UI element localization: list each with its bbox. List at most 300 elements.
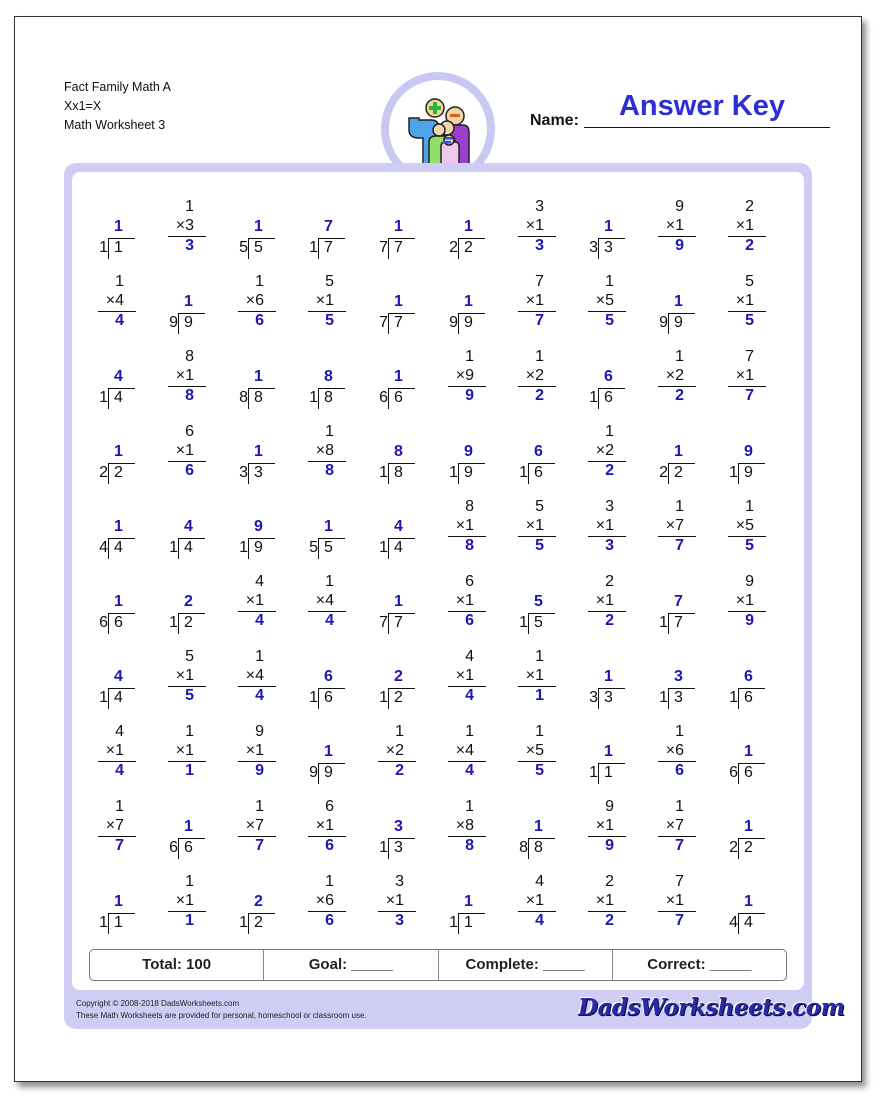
divisor: 1 bbox=[99, 689, 108, 706]
quotient-answer: 1 bbox=[114, 443, 123, 460]
dividend: 9 bbox=[324, 764, 333, 781]
factor-multiplier: ×1 bbox=[665, 217, 684, 234]
factor-top: 7 bbox=[745, 348, 754, 365]
factor-multiplier: ×1 bbox=[175, 667, 194, 684]
multiplication-problem bbox=[716, 198, 776, 258]
multiplication-problem bbox=[576, 873, 636, 933]
factor-multiplier: ×1 bbox=[595, 517, 614, 534]
quotient-answer: 2 bbox=[184, 593, 193, 610]
multiplication-problem bbox=[436, 648, 496, 708]
factor-multiplier: ×1 bbox=[315, 817, 334, 834]
quotient-answer: 1 bbox=[464, 293, 473, 310]
multiplication-problem bbox=[716, 273, 776, 333]
quotient-answer: 1 bbox=[114, 518, 123, 535]
multiplication-problem bbox=[646, 723, 706, 783]
factor-multiplier: ×1 bbox=[455, 517, 474, 534]
dividend: 2 bbox=[114, 464, 123, 481]
multiplication-problem bbox=[436, 798, 496, 858]
divisor: 1 bbox=[99, 239, 108, 256]
product-answer: 9 bbox=[465, 387, 474, 404]
quotient-answer: 2 bbox=[254, 893, 263, 910]
factor-multiplier: ×4 bbox=[105, 292, 124, 309]
factor-multiplier: ×8 bbox=[315, 442, 334, 459]
product-answer: 5 bbox=[535, 537, 544, 554]
product-answer: 8 bbox=[325, 462, 334, 479]
dividend: 5 bbox=[254, 239, 263, 256]
quotient-answer: 6 bbox=[534, 443, 543, 460]
division-problem bbox=[226, 498, 286, 558]
divisor: 1 bbox=[519, 614, 528, 631]
product-answer: 5 bbox=[535, 762, 544, 779]
division-problem bbox=[716, 423, 776, 483]
divisor: 9 bbox=[449, 314, 458, 331]
factor-top: 6 bbox=[185, 423, 194, 440]
quotient-answer: 1 bbox=[394, 218, 403, 235]
copyright-notice bbox=[76, 998, 367, 1022]
multiplication-problem bbox=[506, 198, 566, 258]
multiplication-problem bbox=[646, 198, 706, 258]
factor-top: 1 bbox=[115, 798, 124, 815]
quotient-answer: 1 bbox=[254, 218, 263, 235]
division-problem bbox=[156, 573, 216, 633]
division-problem bbox=[296, 723, 356, 783]
dividend: 6 bbox=[744, 689, 753, 706]
factor-top: 8 bbox=[465, 498, 474, 515]
division-problem bbox=[366, 498, 426, 558]
quotient-answer: 1 bbox=[184, 293, 193, 310]
copyright-text: Copyright © 2008-2018 DadsWorksheets.com bbox=[76, 999, 240, 1008]
product-answer: 3 bbox=[395, 912, 404, 929]
product-answer: 6 bbox=[255, 312, 264, 329]
factor-multiplier: ×1 bbox=[175, 892, 194, 909]
quotient-answer: 5 bbox=[534, 593, 543, 610]
division-problem bbox=[296, 348, 356, 408]
dividend: 6 bbox=[744, 764, 753, 781]
division-problem bbox=[646, 273, 706, 333]
multiplication-problem bbox=[226, 273, 286, 333]
product-answer: 9 bbox=[605, 837, 614, 854]
dividend: 9 bbox=[184, 314, 193, 331]
division-problem bbox=[436, 423, 496, 483]
worksheet-title: Fact Family Math A bbox=[64, 80, 171, 94]
division-problem bbox=[226, 198, 286, 258]
dividend: 4 bbox=[394, 539, 403, 556]
division-problem bbox=[366, 348, 426, 408]
product-answer: 6 bbox=[325, 837, 334, 854]
factor-multiplier: ×1 bbox=[315, 292, 334, 309]
factor-top: 1 bbox=[465, 798, 474, 815]
multiplication-problem bbox=[716, 348, 776, 408]
factor-top: 1 bbox=[535, 723, 544, 740]
multiplication-problem bbox=[366, 873, 426, 933]
quotient-answer: 4 bbox=[394, 518, 403, 535]
quotient-answer: 3 bbox=[674, 668, 683, 685]
quotient-answer: 4 bbox=[184, 518, 193, 535]
dividend: 9 bbox=[674, 314, 683, 331]
divisor: 4 bbox=[99, 539, 108, 556]
multiplication-problem bbox=[156, 423, 216, 483]
multiplication-problem bbox=[296, 573, 356, 633]
division-problem bbox=[156, 273, 216, 333]
factor-multiplier: ×1 bbox=[525, 517, 544, 534]
factor-top: 1 bbox=[325, 423, 334, 440]
division-problem bbox=[506, 573, 566, 633]
quotient-answer: 1 bbox=[464, 893, 473, 910]
factor-multiplier: ×1 bbox=[455, 667, 474, 684]
factor-multiplier: ×4 bbox=[315, 592, 334, 609]
factor-top: 4 bbox=[465, 648, 474, 665]
division-problem bbox=[86, 873, 146, 933]
division-problem bbox=[86, 498, 146, 558]
dividend: 7 bbox=[394, 239, 403, 256]
divisor: 1 bbox=[659, 689, 668, 706]
quotient-answer: 1 bbox=[114, 593, 123, 610]
divisor: 1 bbox=[169, 539, 178, 556]
divisor: 3 bbox=[589, 689, 598, 706]
factor-multiplier: ×1 bbox=[245, 592, 264, 609]
product-answer: 9 bbox=[255, 762, 264, 779]
dividend: 8 bbox=[394, 464, 403, 481]
division-problem bbox=[716, 798, 776, 858]
division-problem bbox=[86, 348, 146, 408]
factor-top: 4 bbox=[115, 723, 124, 740]
divisor: 2 bbox=[99, 464, 108, 481]
quotient-answer: 1 bbox=[744, 893, 753, 910]
product-answer: 3 bbox=[535, 237, 544, 254]
dividend: 3 bbox=[604, 239, 613, 256]
product-answer: 8 bbox=[465, 537, 474, 554]
division-problem bbox=[86, 573, 146, 633]
division-problem bbox=[576, 198, 636, 258]
factor-top: 1 bbox=[675, 723, 684, 740]
factor-top: 6 bbox=[465, 573, 474, 590]
factor-multiplier: ×1 bbox=[105, 742, 124, 759]
product-answer: 9 bbox=[675, 237, 684, 254]
product-answer: 3 bbox=[185, 237, 194, 254]
multiplication-problem bbox=[506, 648, 566, 708]
division-problem bbox=[226, 348, 286, 408]
quotient-answer: 1 bbox=[534, 818, 543, 835]
factor-top: 1 bbox=[255, 798, 264, 815]
division-problem bbox=[576, 348, 636, 408]
quotient-answer: 1 bbox=[604, 743, 613, 760]
quotient-answer: 3 bbox=[394, 818, 403, 835]
quotient-answer: 2 bbox=[394, 668, 403, 685]
division-problem bbox=[646, 648, 706, 708]
divisor: 5 bbox=[309, 539, 318, 556]
factor-multiplier: ×5 bbox=[525, 742, 544, 759]
multiplication-problem bbox=[646, 798, 706, 858]
divisor: 1 bbox=[589, 764, 598, 781]
divisor: 9 bbox=[309, 764, 318, 781]
factor-multiplier: ×1 bbox=[595, 817, 614, 834]
dividend: 3 bbox=[674, 689, 683, 706]
product-answer: 4 bbox=[535, 912, 544, 929]
dividend: 8 bbox=[534, 839, 543, 856]
division-problem bbox=[646, 573, 706, 633]
multiplication-problem bbox=[506, 348, 566, 408]
factor-top: 8 bbox=[185, 348, 194, 365]
product-answer: 2 bbox=[605, 912, 614, 929]
factor-top: 1 bbox=[465, 348, 474, 365]
multiplication-problem bbox=[366, 723, 426, 783]
factor-multiplier: ×6 bbox=[315, 892, 334, 909]
multiplication-problem bbox=[156, 723, 216, 783]
dividend: 7 bbox=[324, 239, 333, 256]
divisor: 1 bbox=[589, 389, 598, 406]
factor-top: 1 bbox=[675, 798, 684, 815]
quotient-answer: 1 bbox=[114, 893, 123, 910]
dividend: 7 bbox=[394, 614, 403, 631]
dividend: 8 bbox=[254, 389, 263, 406]
factor-top: 9 bbox=[255, 723, 264, 740]
multiplication-problem bbox=[506, 723, 566, 783]
factor-multiplier: ×1 bbox=[525, 217, 544, 234]
dividend: 9 bbox=[464, 464, 473, 481]
dividend: 9 bbox=[744, 464, 753, 481]
divisor: 6 bbox=[379, 389, 388, 406]
quotient-answer: 1 bbox=[394, 368, 403, 385]
quotient-answer: 1 bbox=[254, 443, 263, 460]
product-answer: 1 bbox=[185, 912, 194, 929]
factor-multiplier: ×9 bbox=[455, 367, 474, 384]
divisor: 1 bbox=[379, 839, 388, 856]
product-answer: 7 bbox=[745, 387, 754, 404]
factor-top: 7 bbox=[535, 273, 544, 290]
factor-top: 7 bbox=[675, 873, 684, 890]
usage-notice: These Math Worksheets are provided for personal, homeschool or classroom use. bbox=[76, 1011, 367, 1020]
multiplication-problem bbox=[156, 648, 216, 708]
divisor: 1 bbox=[449, 914, 458, 931]
divisor: 1 bbox=[379, 464, 388, 481]
product-answer: 7 bbox=[675, 537, 684, 554]
factor-multiplier: ×2 bbox=[665, 367, 684, 384]
dividend: 5 bbox=[534, 614, 543, 631]
factor-top: 1 bbox=[255, 648, 264, 665]
multiplication-problem bbox=[156, 873, 216, 933]
divisor: 1 bbox=[99, 914, 108, 931]
factor-top: 1 bbox=[185, 723, 194, 740]
product-answer: 6 bbox=[185, 462, 194, 479]
factor-top: 1 bbox=[535, 348, 544, 365]
factor-top: 2 bbox=[605, 873, 614, 890]
factor-multiplier: ×1 bbox=[735, 367, 754, 384]
division-problem bbox=[506, 798, 566, 858]
dividend: 4 bbox=[114, 389, 123, 406]
product-answer: 1 bbox=[535, 687, 544, 704]
product-answer: 2 bbox=[745, 237, 754, 254]
product-answer: 2 bbox=[605, 612, 614, 629]
division-problem bbox=[366, 198, 426, 258]
product-answer: 3 bbox=[605, 537, 614, 554]
product-answer: 7 bbox=[115, 837, 124, 854]
multiplication-problem bbox=[646, 873, 706, 933]
dividend: 4 bbox=[744, 914, 753, 931]
dividend: 8 bbox=[324, 389, 333, 406]
dividend: 2 bbox=[464, 239, 473, 256]
divisor: 3 bbox=[239, 464, 248, 481]
multiplication-problem bbox=[506, 273, 566, 333]
divisor: 1 bbox=[449, 464, 458, 481]
factor-multiplier: ×1 bbox=[245, 742, 264, 759]
division-problem bbox=[366, 573, 426, 633]
factor-multiplier: ×1 bbox=[525, 667, 544, 684]
product-answer: 4 bbox=[465, 687, 474, 704]
multiplication-problem bbox=[86, 723, 146, 783]
factor-top: 5 bbox=[535, 498, 544, 515]
factor-multiplier: ×5 bbox=[735, 517, 754, 534]
factor-multiplier: ×3 bbox=[175, 217, 194, 234]
product-answer: 8 bbox=[185, 387, 194, 404]
total-count: Total: 100 bbox=[90, 950, 264, 980]
product-answer: 4 bbox=[255, 687, 264, 704]
division-problem bbox=[366, 798, 426, 858]
multiplication-problem bbox=[506, 873, 566, 933]
dividend: 6 bbox=[324, 689, 333, 706]
factor-top: 5 bbox=[745, 273, 754, 290]
multiplication-problem bbox=[86, 798, 146, 858]
factor-multiplier: ×1 bbox=[735, 592, 754, 609]
divisor: 3 bbox=[589, 239, 598, 256]
divisor: 1 bbox=[99, 389, 108, 406]
factor-multiplier: ×2 bbox=[385, 742, 404, 759]
dividend: 6 bbox=[184, 839, 193, 856]
factor-multiplier: ×4 bbox=[245, 667, 264, 684]
multiplication-problem bbox=[156, 198, 216, 258]
product-answer: 1 bbox=[185, 762, 194, 779]
quotient-answer: 6 bbox=[744, 668, 753, 685]
quotient-answer: 6 bbox=[604, 368, 613, 385]
name-line bbox=[584, 127, 830, 128]
multiplication-problem bbox=[436, 498, 496, 558]
divisor: 2 bbox=[659, 464, 668, 481]
dividend: 2 bbox=[744, 839, 753, 856]
factor-top: 6 bbox=[325, 798, 334, 815]
division-problem bbox=[576, 648, 636, 708]
multiplication-problem bbox=[226, 573, 286, 633]
factor-multiplier: ×5 bbox=[595, 292, 614, 309]
quotient-answer: 1 bbox=[394, 593, 403, 610]
product-answer: 2 bbox=[675, 387, 684, 404]
dividend: 1 bbox=[604, 764, 613, 781]
quotient-answer: 1 bbox=[744, 743, 753, 760]
quotient-answer: 1 bbox=[184, 818, 193, 835]
quotient-answer: 1 bbox=[744, 818, 753, 835]
product-answer: 8 bbox=[465, 837, 474, 854]
dividend: 6 bbox=[394, 389, 403, 406]
factor-top: 5 bbox=[185, 648, 194, 665]
product-answer: 6 bbox=[675, 762, 684, 779]
score-summary bbox=[89, 949, 787, 981]
divisor: 9 bbox=[659, 314, 668, 331]
multiplication-problem bbox=[576, 273, 636, 333]
multiplication-problem bbox=[646, 498, 706, 558]
divisor: 1 bbox=[729, 689, 738, 706]
dividend: 6 bbox=[114, 614, 123, 631]
product-answer: 4 bbox=[115, 312, 124, 329]
division-problem bbox=[436, 873, 496, 933]
product-answer: 5 bbox=[185, 687, 194, 704]
division-problem bbox=[226, 873, 286, 933]
divisor: 1 bbox=[309, 239, 318, 256]
factor-top: 5 bbox=[325, 273, 334, 290]
multiplication-problem bbox=[296, 273, 356, 333]
dividend: 3 bbox=[394, 839, 403, 856]
multiplication-problem bbox=[576, 573, 636, 633]
product-answer: 7 bbox=[675, 837, 684, 854]
factor-top: 1 bbox=[325, 573, 334, 590]
product-answer: 9 bbox=[745, 612, 754, 629]
division-problem bbox=[716, 723, 776, 783]
factor-multiplier: ×8 bbox=[455, 817, 474, 834]
multiplication-problem bbox=[436, 723, 496, 783]
product-answer: 5 bbox=[745, 537, 754, 554]
product-answer: 2 bbox=[535, 387, 544, 404]
division-problem bbox=[646, 423, 706, 483]
factor-top: 9 bbox=[745, 573, 754, 590]
divisor: 1 bbox=[379, 689, 388, 706]
divisor: 1 bbox=[519, 464, 528, 481]
quotient-answer: 8 bbox=[394, 443, 403, 460]
quotient-answer: 1 bbox=[604, 218, 613, 235]
factor-top: 1 bbox=[255, 273, 264, 290]
factor-multiplier: ×1 bbox=[595, 592, 614, 609]
multiplication-problem bbox=[646, 348, 706, 408]
factor-multiplier: ×1 bbox=[735, 217, 754, 234]
divisor: 1 bbox=[309, 689, 318, 706]
quotient-answer: 1 bbox=[674, 293, 683, 310]
division-problem bbox=[86, 198, 146, 258]
factor-multiplier: ×1 bbox=[525, 892, 544, 909]
multiplication-problem bbox=[296, 798, 356, 858]
product-answer: 4 bbox=[325, 612, 334, 629]
factor-top: 1 bbox=[185, 873, 194, 890]
product-answer: 2 bbox=[605, 462, 614, 479]
quotient-answer: 7 bbox=[324, 218, 333, 235]
factor-top: 1 bbox=[745, 498, 754, 515]
quotient-answer: 6 bbox=[324, 668, 333, 685]
multiplication-problem bbox=[576, 498, 636, 558]
quotient-answer: 7 bbox=[674, 593, 683, 610]
factor-top: 1 bbox=[115, 273, 124, 290]
quotient-answer: 1 bbox=[464, 218, 473, 235]
divisor: 1 bbox=[239, 539, 248, 556]
factor-top: 1 bbox=[605, 423, 614, 440]
factor-top: 1 bbox=[535, 648, 544, 665]
dividend: 2 bbox=[674, 464, 683, 481]
dividend: 3 bbox=[254, 464, 263, 481]
quotient-answer: 8 bbox=[324, 368, 333, 385]
multiplication-problem bbox=[296, 873, 356, 933]
dividend: 1 bbox=[114, 239, 123, 256]
multiplication-problem bbox=[436, 573, 496, 633]
product-answer: 5 bbox=[745, 312, 754, 329]
quotient-answer: 4 bbox=[114, 368, 123, 385]
divisor: 1 bbox=[659, 614, 668, 631]
brand-logo: DadsWorksheets.com bbox=[578, 994, 845, 1021]
multiplication-problem bbox=[226, 798, 286, 858]
dividend: 3 bbox=[604, 689, 613, 706]
dividend: 7 bbox=[674, 614, 683, 631]
quotient-answer: 9 bbox=[464, 443, 473, 460]
multiplication-problem bbox=[226, 648, 286, 708]
multiplication-problem bbox=[226, 723, 286, 783]
quotient-answer: 4 bbox=[114, 668, 123, 685]
product-answer: 4 bbox=[465, 762, 474, 779]
quotient-answer: 1 bbox=[604, 668, 613, 685]
divisor: 1 bbox=[239, 914, 248, 931]
product-answer: 5 bbox=[325, 312, 334, 329]
